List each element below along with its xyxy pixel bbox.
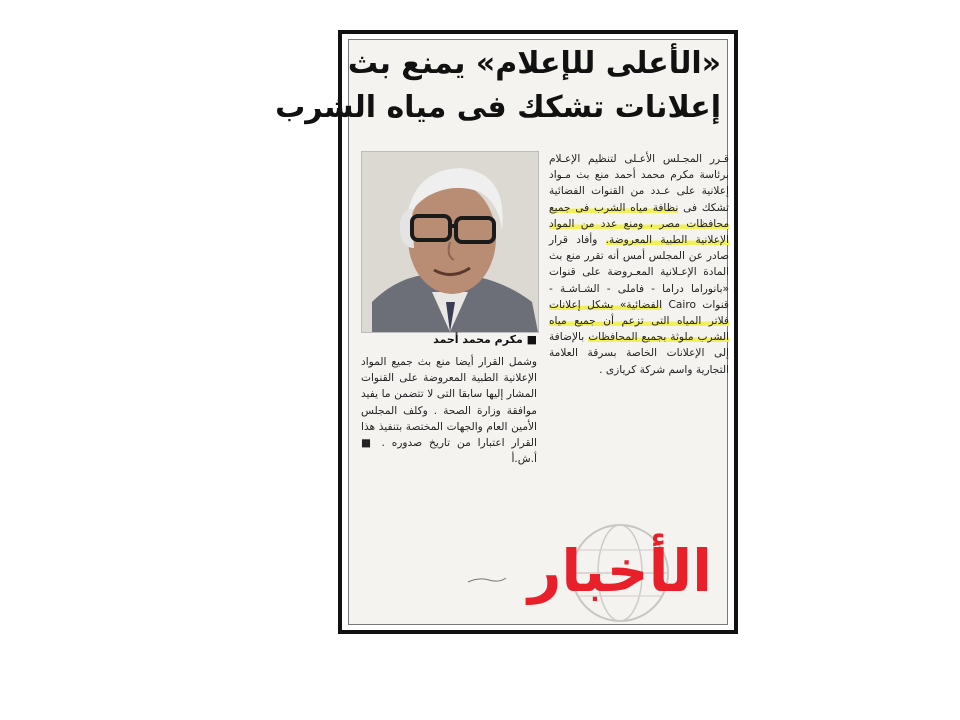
headline-line-1: «الأعلى للإعلام» يمنع بث [347,46,721,81]
photo-caption: ■ مكرم محمد أحمد [433,333,537,346]
paragraph-2-ending: بالإضافة إلى الإعلانات الخاصة بسرقة العلامة التجارية واسم شركة كريازى . [549,331,729,376]
paragraph-3-text: وشمل القرار أيضا منع بث جميع المواد الإعلانية الطبية المعروضة على القنوات المشار إليها سابقا التى لا تتضمن ما يفيد موافقة وزارة الصحة . [361,356,537,417]
agency-signature: ■ أ.ش.أ [361,437,537,466]
article-column-right [549,151,729,378]
newspaper-clipping-frame [275,30,738,634]
paragraph-1-highlight: نظافة مياه الشرب فى جميع محافظات مصر ، ومنع عدد من المواد الإعلانية الطبية المعروضة. [549,201,729,247]
portrait-illustration [362,152,538,332]
newspaper-clipping [275,39,730,625]
headline-line-2: إعلانات تشكك فى مياه الشرب [275,90,721,125]
paragraph-1-text: قـرر المجـلس الأعـلى لتنظيم الإعـلام برئاسة مكرم محمد أحمد منع بث مـواد إعلانية على عـدد من القنوات الفضائية تشكك فى [549,153,729,214]
paragraph-4-text: وكلف المجلس الأمين العام والجهات المختصة بتنفيذ هذا القرار اعتبارا من تاريخ صدوره . [361,404,537,450]
masthead-title: الأخبار [527,537,713,605]
paragraph-2-highlight: الفضائية» بشكل إعلانات فلاتر المياه التى تزعم أن جميع مياه الشرب ملوثة بجميع المحافظات [549,298,730,344]
newspaper-masthead [505,520,735,626]
article-column-left [361,354,537,467]
paragraph-2-text: وأفاد قرار صادر عن المجلس أمس أنه تقرر منع بث المادة الإعـلانية المعـروضة على قنوات «بانوراما دراما - فاملى - الشـاشـة - قنوات Cairo [549,234,729,311]
pen-mark [467,576,507,584]
portrait-photo [361,151,539,333]
